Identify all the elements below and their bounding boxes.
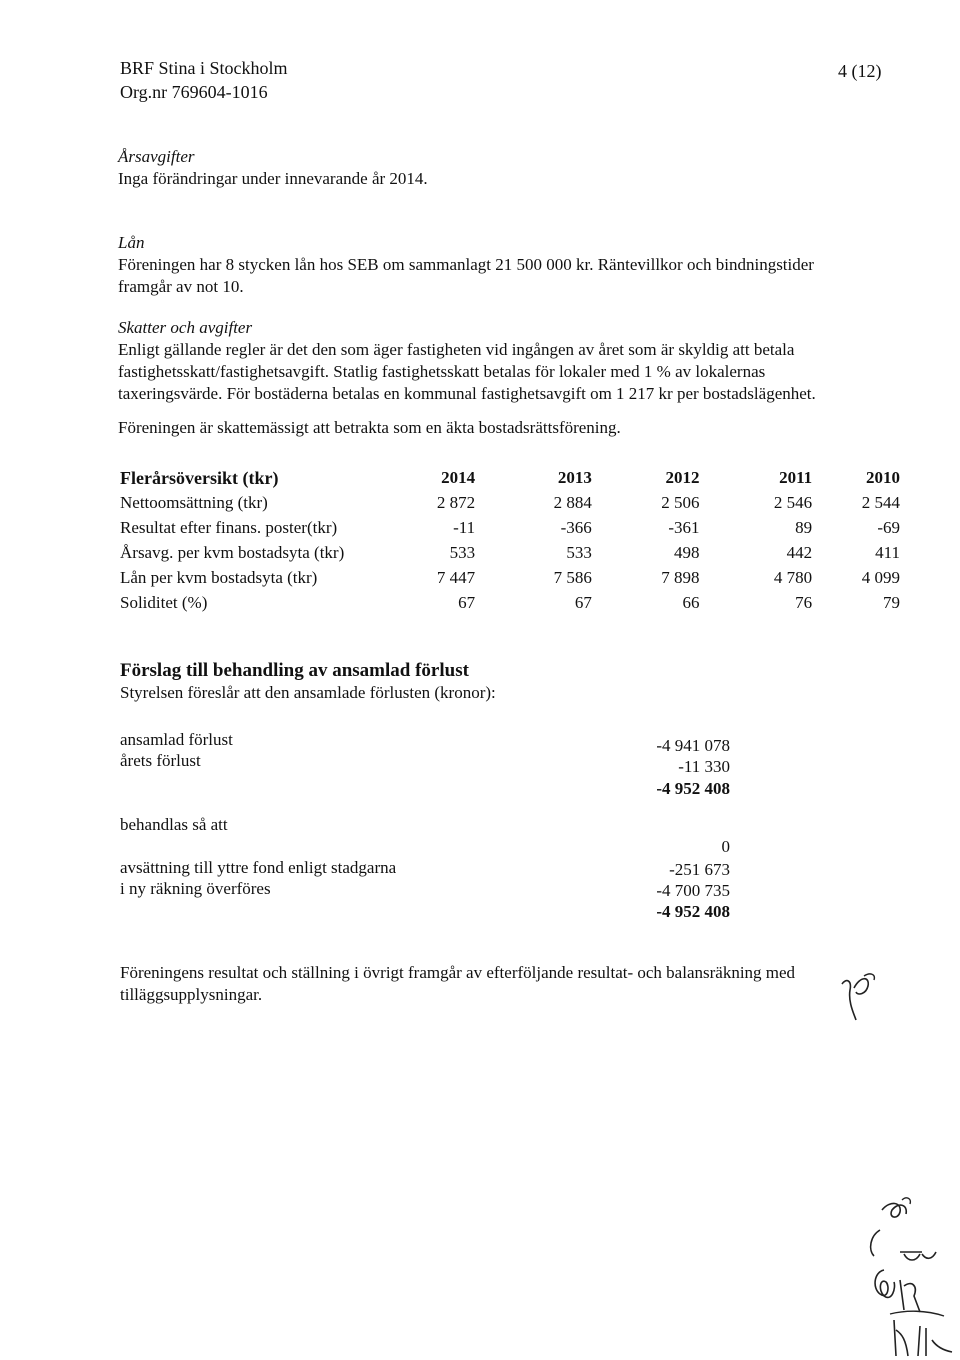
table-cell: 76 bbox=[795, 592, 813, 612]
proposal-intro: Styrelsen föreslår att den ansamlade förlusten (kronor): bbox=[120, 683, 496, 702]
table-cell: 2 884 bbox=[553, 492, 592, 512]
table-cell: 89 bbox=[795, 517, 813, 537]
closing-line: Föreningens resultat och ställning i övrigt framgår av efterföljande resultat- och balansräkning med bbox=[120, 963, 796, 982]
multi-year-overview bbox=[120, 465, 900, 615]
table-cell: 4 780 bbox=[773, 567, 813, 587]
proposal-line bbox=[120, 750, 730, 776]
line-label: behandlas så att bbox=[120, 815, 228, 834]
closing-text bbox=[120, 962, 850, 1006]
line-label: ansamlad förlust bbox=[120, 730, 233, 749]
line-value: -11 330 bbox=[678, 757, 730, 776]
proposal-line bbox=[120, 729, 730, 755]
table-cell: 66 bbox=[682, 592, 700, 612]
org-name: BRF Stina i Stockholm bbox=[120, 58, 288, 78]
table-cell: 411 bbox=[875, 542, 900, 562]
org-number: Org.nr 769604-1016 bbox=[120, 82, 268, 102]
table-cell: 7 586 bbox=[553, 567, 592, 587]
year-header: 2014 bbox=[441, 467, 476, 487]
section-text: Inga förändringar under innevarande år 2014. bbox=[118, 169, 428, 188]
section-text: taxeringsvärde. För bostäderna betalas en kommunal fastighetsavgift om 1 217 kr per bostadslägenhet. bbox=[118, 384, 816, 403]
section-title: Lån bbox=[118, 233, 145, 252]
table-row bbox=[120, 565, 900, 590]
line-value: -4 700 735 bbox=[656, 881, 730, 900]
section-arsavgifter bbox=[118, 146, 878, 190]
page-number: 4 (12) bbox=[838, 61, 882, 81]
year-header: 2011 bbox=[779, 467, 813, 487]
overview-header-row bbox=[120, 465, 900, 490]
table-cell: 2 546 bbox=[773, 492, 813, 512]
table-cell: -366 bbox=[560, 517, 592, 537]
table-cell: 67 bbox=[458, 592, 476, 612]
sum-value: -4 952 408 bbox=[656, 779, 730, 798]
handwritten-signatures bbox=[860, 1190, 960, 1360]
row-label: Lån per kvm bostadsyta (tkr) bbox=[120, 567, 318, 587]
table-cell: 67 bbox=[574, 592, 592, 612]
line-label: avsättning till yttre fond enligt stadgarna bbox=[120, 858, 397, 877]
section-title: Skatter och avgifter bbox=[118, 318, 253, 337]
section-text: Enligt gällande regler är det den som äger fastigheten vid ingången av året som är skyldig att betala bbox=[118, 340, 795, 359]
line-value: 0 bbox=[721, 837, 730, 856]
proposal-line bbox=[120, 836, 730, 858]
table-cell: 2 544 bbox=[861, 492, 900, 512]
proposal-line bbox=[120, 857, 730, 879]
line-value: -251 673 bbox=[669, 860, 730, 879]
table-cell: -69 bbox=[877, 517, 900, 537]
section-text: framgår av not 10. bbox=[118, 277, 244, 296]
table-cell: 7 447 bbox=[436, 567, 476, 587]
table-cell: 442 bbox=[786, 542, 813, 562]
table-cell: 4 099 bbox=[861, 567, 900, 587]
section-skatter bbox=[118, 317, 888, 439]
line-label: årets förlust bbox=[120, 751, 201, 770]
overview-title: Flerårsöversikt (tkr) bbox=[120, 467, 279, 488]
sum-value: -4 952 408 bbox=[656, 902, 730, 921]
year-header: 2012 bbox=[665, 467, 700, 487]
table-cell: 7 898 bbox=[661, 567, 700, 587]
proposal-line bbox=[120, 878, 730, 900]
row-label: Resultat efter finans. poster(tkr) bbox=[120, 517, 338, 537]
overview-table bbox=[120, 465, 900, 615]
proposal-section bbox=[120, 660, 840, 704]
section-text: fastighetsskatt/fastighetsavgift. Statlig fastighetsskatt betalas för lokaler med 1 % av lokalernas bbox=[118, 362, 766, 381]
row-label: Nettoomsättning (tkr) bbox=[120, 492, 268, 512]
table-row bbox=[120, 590, 900, 615]
proposal-sum-line bbox=[120, 778, 730, 800]
proposal-sum-line bbox=[120, 901, 730, 923]
closing-line: tilläggsupplysningar. bbox=[120, 985, 263, 1004]
table-cell: 79 bbox=[883, 592, 900, 612]
table-row bbox=[120, 490, 900, 515]
line-label: i ny räkning överföres bbox=[120, 879, 271, 898]
table-cell: -361 bbox=[668, 517, 700, 537]
table-cell: 498 bbox=[674, 542, 700, 562]
row-label: Soliditet (%) bbox=[120, 592, 208, 612]
header-org bbox=[120, 56, 288, 104]
table-cell: 2 872 bbox=[436, 492, 476, 512]
section-title: Årsavgifter bbox=[118, 147, 195, 166]
table-cell: 2 506 bbox=[661, 492, 700, 512]
table-row bbox=[120, 515, 900, 540]
section-lan bbox=[118, 232, 878, 298]
proposal-title: Förslag till behandling av ansamlad förlust bbox=[120, 660, 469, 681]
section-text: Föreningen är skattemässigt att betrakta som en äkta bostadsrättsförening. bbox=[118, 418, 621, 437]
year-header: 2013 bbox=[557, 467, 592, 487]
initials-signature bbox=[836, 970, 886, 1022]
line-value: -4 941 078 bbox=[656, 736, 730, 755]
proposal-line bbox=[120, 814, 730, 836]
table-row bbox=[120, 540, 900, 565]
year-header: 2010 bbox=[866, 467, 900, 487]
table-cell: -11 bbox=[453, 517, 476, 537]
section-text: Föreningen har 8 stycken lån hos SEB om sammanlagt 21 500 000 kr. Räntevillkor och bindningstider bbox=[118, 255, 814, 274]
row-label: Årsavg. per kvm bostadsyta (tkr) bbox=[120, 542, 345, 562]
table-cell: 533 bbox=[449, 542, 476, 562]
table-cell: 533 bbox=[566, 542, 592, 562]
